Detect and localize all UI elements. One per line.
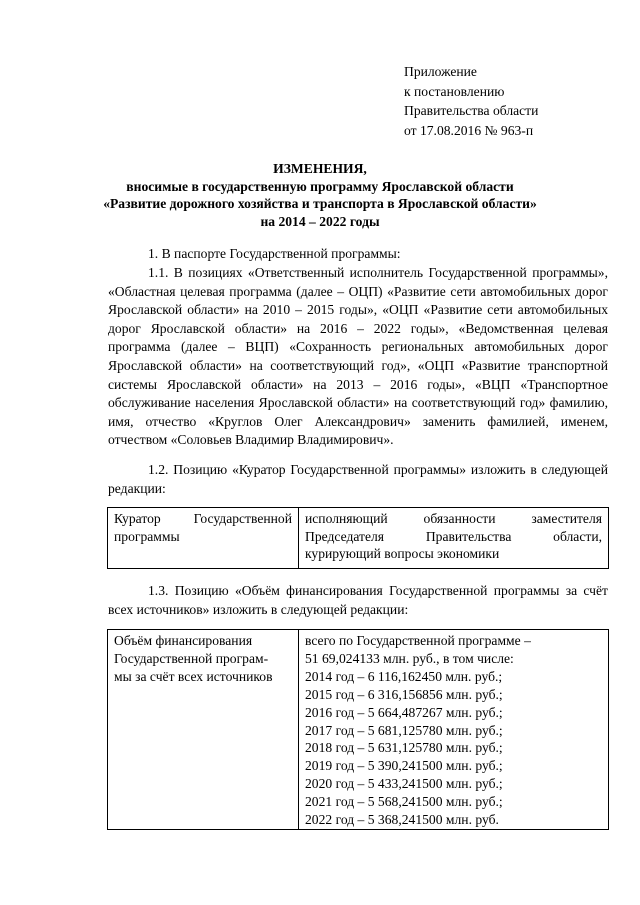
title-program-name: «Развитие дорожного хозяйства и транспорта в Ярославской области» — [103, 196, 537, 212]
appendix-date: от 17.08.2016 № 963-п — [404, 122, 534, 138]
funding-year-line: 2020 год – 5 433,241500 млн. руб.; — [305, 776, 503, 792]
funding-year-line: 2017 год – 5 681,125780 млн. руб.; — [305, 722, 503, 738]
title-subheading: вносимые в государственную программу Ярославской области — [126, 178, 514, 194]
curator-label-cell: Куратор Государственной программы — [108, 508, 299, 569]
funding-year-line: 2021 год – 5 568,241500 млн. руб.; — [305, 794, 503, 810]
paragraph-1-2: 1.2. Позицию «Куратор Государственной программы» изложить в следующей редакции: — [108, 462, 608, 496]
funding-year-line: 2019 год – 5 390,241500 млн. руб.; — [305, 758, 503, 774]
funding-label-line: Объём финансирования — [114, 633, 253, 648]
funding-total-line: всего по Государственной программе – — [305, 633, 531, 648]
appendix-line: Правительства области — [404, 103, 539, 119]
funding-table — [107, 629, 609, 830]
title-years: на 2014 – 2022 годы — [260, 213, 380, 229]
curator-value-cell: исполняющий обязанности заместителя Председателя Правительства области, курирующий вопросы экономики — [299, 508, 609, 569]
section-heading-text: 1. В паспорте Государственной программы: — [148, 246, 401, 261]
title-heading: ИЗМЕНЕНИЯ, — [273, 161, 367, 176]
funding-label-line: Государственной програм- — [114, 650, 269, 666]
appendix-line: Приложение — [404, 64, 477, 79]
funding-value-cell — [299, 630, 609, 830]
appendix-line: к постановлению — [404, 83, 505, 99]
table-row — [108, 630, 609, 830]
funding-year-line: 2014 год – 6 116,162450 млн. руб.; — [305, 668, 503, 684]
document-title — [40, 160, 600, 230]
funding-year-line: 2022 год – 5 368,241500 млн. руб. — [305, 812, 499, 828]
paragraph-1-1: 1.1. В позициях «Ответственный исполнитель Государственной программы», «Областная целевая программа (далее – ОЦП) «Развитие сети автомобильных дорог Ярославской области» на 2010 – 2015 годы», «ОЦП «Развитие сети автомобильных дорог Ярославской области» на 2016 – 2022 годы», «Ведомственная целевая программа (далее – ВЦП) «Сохранность региональных автомобильных дорог Ярославской области» на соответствующий год», «ОЦП «Развитие транспортной системы Ярославской области» на 2013 – 2016 годы», «ВЦП «Транспортное обслуживание населения Ярославской области» на соответствующий год» фамилию, имя, отчество «Круглов Олег Александрович» заменить фамилией, именем, отчеством «Соловьев Владимир Владимирович». — [108, 265, 608, 448]
funding-label-line: мы за счёт всех источников — [114, 668, 273, 684]
funding-year-line: 2016 год – 5 664,487267 млн. руб.; — [305, 704, 503, 720]
paragraph-1-3: 1.3. Позицию «Объём финансирования Государственной программы за счёт всех источников» изложить в следующей редакции: — [108, 583, 608, 617]
funding-year-line: 2015 год – 6 316,156856 млн. руб.; — [305, 686, 503, 702]
appendix-block — [404, 62, 538, 140]
funding-year-line: 2018 год – 5 631,125780 млн. руб.; — [305, 740, 503, 756]
section-heading — [108, 245, 608, 264]
funding-total-line: 51 69,024133 млн. руб., в том числе: — [305, 650, 514, 666]
curator-table — [107, 507, 609, 569]
funding-label-cell — [108, 630, 299, 830]
table-row — [108, 508, 609, 569]
